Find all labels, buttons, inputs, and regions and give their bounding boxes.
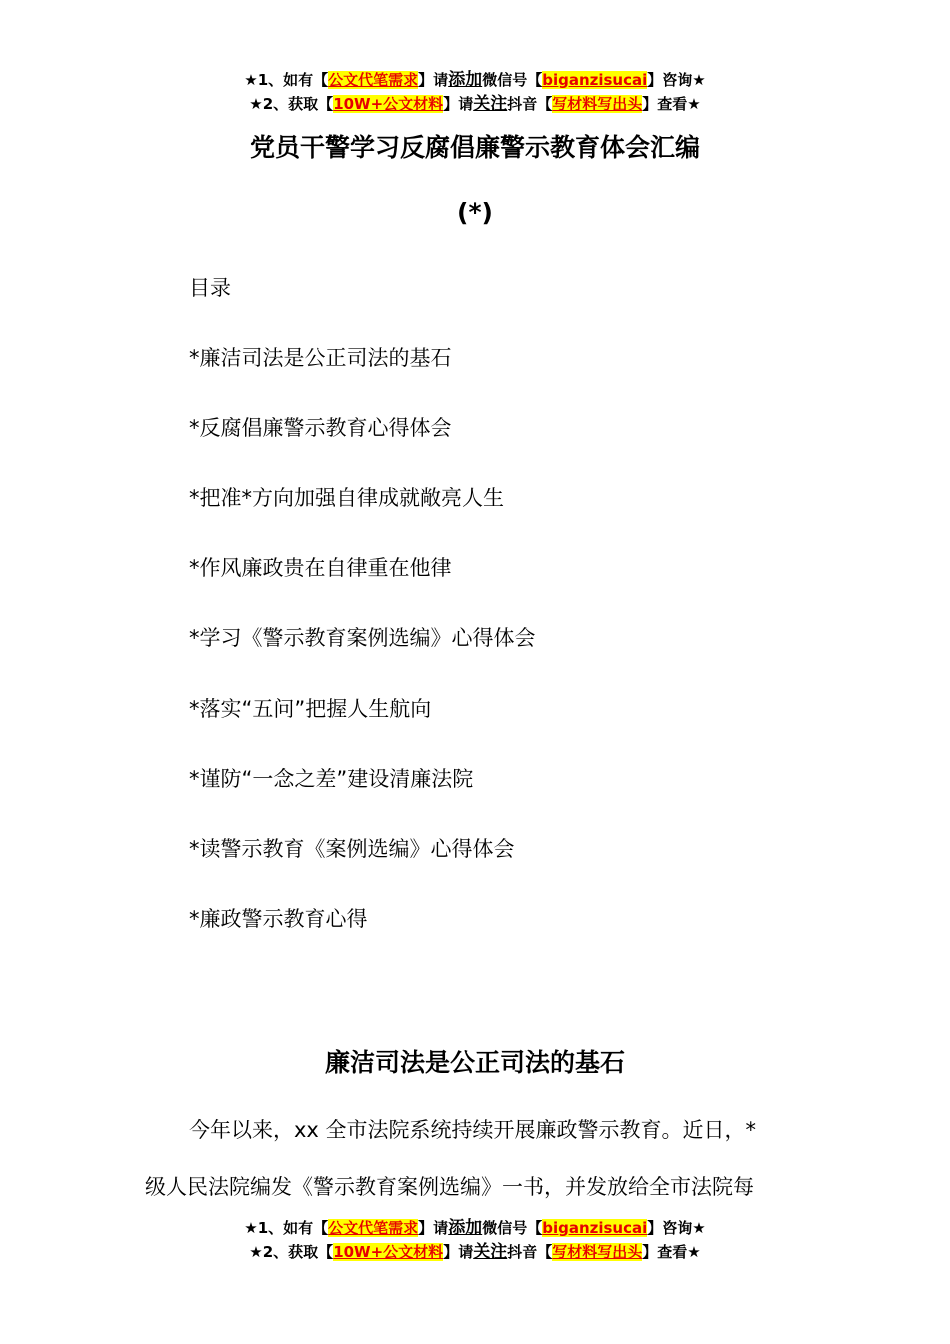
notice-highlight: 10W+公文材料 (333, 1243, 444, 1261)
section-title: 廉洁司法是公正司法的基石 (324, 1048, 625, 1077)
toc-heading: 目录 (189, 276, 231, 300)
notice-underline: 添加 (448, 1218, 483, 1238)
toc-item: *作风廉政贵在自律重在他律 (189, 556, 452, 580)
notice-text: ★2、获取【 (249, 95, 334, 113)
notice-text: 抖音【 (507, 1243, 553, 1261)
notice-text: 微信号【 (482, 71, 543, 89)
toc-item: *廉政警示教育心得 (189, 907, 368, 931)
notice-text: 抖音【 (507, 95, 553, 113)
notice-text: 】查看★ (642, 95, 701, 113)
notice-text: ★1、如有【 (244, 71, 329, 89)
paragraph-line: 今年以来，xx 全市法院系统持续开展廉政警示教育。近日，* (189, 1118, 757, 1142)
toc-item: *落实“五问”把握人生航向 (189, 697, 432, 721)
notice-highlight: biganzisucai (542, 71, 648, 89)
notice-text: 微信号【 (482, 1219, 543, 1237)
toc-item: *谨防“一念之差”建设清廉法院 (189, 767, 474, 791)
notice-underline: 关注 (473, 1242, 508, 1262)
toc-item: *把准*方向加强自律成就敞亮人生 (189, 486, 504, 510)
notice-highlight: 写材料写出头 (552, 95, 643, 113)
notice-text: 】请 (418, 71, 449, 89)
notice-underline: 关注 (473, 94, 508, 114)
toc-item: *反腐倡廉警示教育心得体会 (189, 416, 452, 440)
notice-text: 】咨询★ (647, 71, 706, 89)
notice-highlight: 10W+公文材料 (333, 95, 444, 113)
header-notice-line-1 (0, 68, 950, 92)
toc-item: *廉洁司法是公正司法的基石 (189, 346, 452, 370)
notice-text: 】请 (443, 95, 474, 113)
notice-text: 】请 (418, 1219, 449, 1237)
notice-underline: 添加 (448, 70, 483, 90)
header-notice-line-2 (0, 92, 950, 116)
paragraph-line: 级人民法院编发《警示教育案例选编》一书，并发放给全市法院每 (145, 1175, 754, 1199)
footer-notice-line-2 (0, 1240, 950, 1264)
footer-notice-line-1 (0, 1216, 950, 1240)
notice-highlight: 公文代笔需求 (328, 71, 419, 89)
header-notice (0, 68, 950, 116)
notice-text: 】请 (443, 1243, 474, 1261)
toc-item: *读警示教育《案例选编》心得体会 (189, 837, 515, 861)
notice-text: 】咨询★ (647, 1219, 706, 1237)
notice-highlight: biganzisucai (542, 1219, 648, 1237)
notice-text: ★1、如有【 (244, 1219, 329, 1237)
document-title: 党员干警学习反腐倡廉警示教育体会汇编 (249, 133, 700, 162)
footer-notice (0, 1216, 950, 1264)
document-subtitle: (*) (457, 198, 493, 227)
notice-highlight: 公文代笔需求 (328, 1219, 419, 1237)
toc-item: *学习《警示教育案例选编》心得体会 (189, 626, 536, 650)
notice-text: ★2、获取【 (249, 1243, 334, 1261)
notice-text: 】查看★ (642, 1243, 701, 1261)
notice-highlight: 写材料写出头 (552, 1243, 643, 1261)
